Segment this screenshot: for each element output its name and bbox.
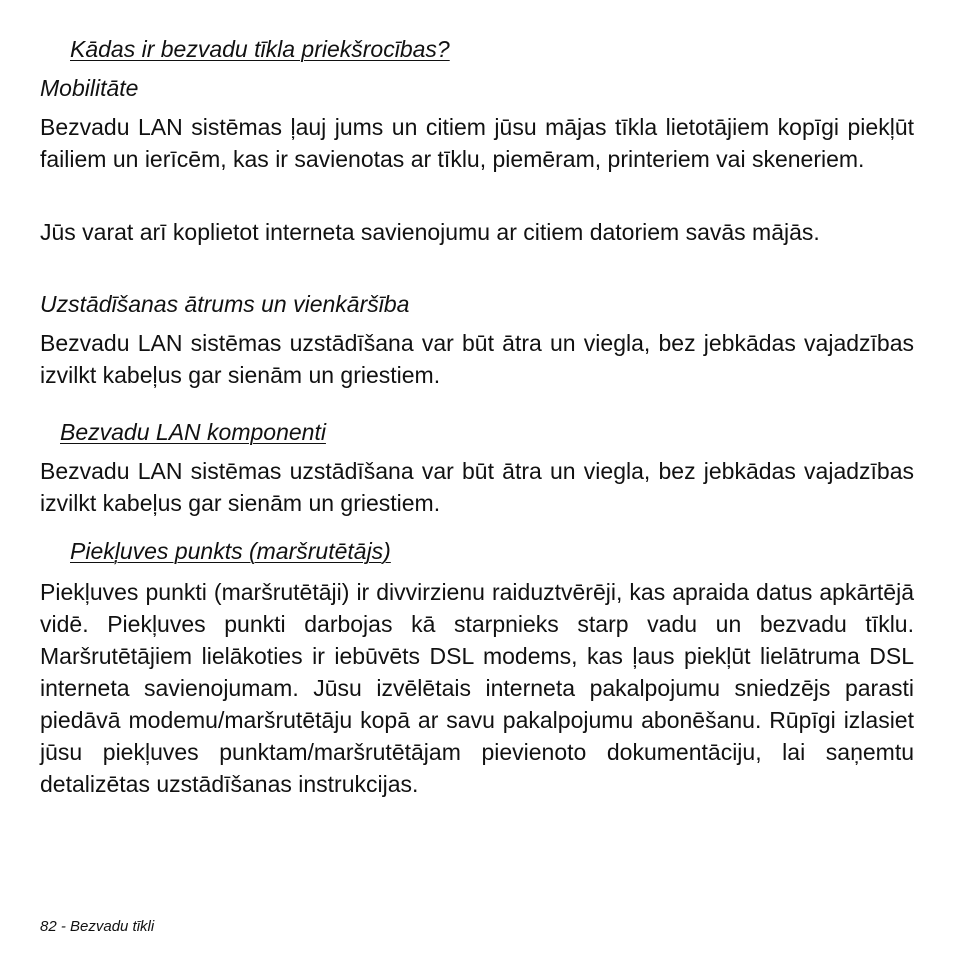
subheading-installation-speed: Uzstādīšanas ātrums un vienkāršība xyxy=(40,291,410,317)
section-title-access-point: Piekļuves punkts (maršrutētājs) xyxy=(70,538,391,564)
paragraph-mobility-2: Jūs varat arī koplietot interneta savienojumu ar citiem datoriem savās mājās. xyxy=(40,219,820,245)
paragraph-mobility-1: Bezvadu LAN sistēmas ļauj jums un citiem jūsu mājas tīkla lietotājiem kopīgi piekļūt failiem un ierīcēm, kas ir savienotas ar tīklu, piemēram, printeriem vai skeneriem. xyxy=(40,114,914,172)
section-title-advantages: Kādas ir bezvadu tīkla priekšrocības? xyxy=(70,36,450,62)
section-title-lan-components: Bezvadu LAN komponenti xyxy=(60,419,326,445)
page-footer: 82 - Bezvadu tīkli xyxy=(40,918,155,935)
paragraph-installation-speed: Bezvadu LAN sistēmas uzstādīšana var būt ātra un viegla, bez jebkādas vajadzības izvilkt kabeļus gar sienām un griestiem. xyxy=(40,330,914,388)
paragraph-lan-components: Bezvadu LAN sistēmas uzstādīšana var būt ātra un viegla, bez jebkādas vajadzības izvilkt kabeļus gar sienām un griestiem. xyxy=(40,458,914,516)
paragraph-access-point: Piekļuves punkti (maršrutētāji) ir divvirzienu raiduztvērēji, kas apraida datus apkārtējā vidē. Piekļuves punkti darbojas kā starpnieks starp vadu un bezvadu tīklu. Maršrutētājiem lielākoties ir iebūvēts DSL modems, kas ļaus piekļūt lielātruma DSL interneta savienojumam. Jūsu izvēlētais interneta pakalpojumu sniedzējs parasti piedāvā modemu/maršrutētāju kopā ar savu pakalpojumu abonēšanu. Rūpīgi izlasiet jūsu piekļuves punktam/maršrutētājam pievienoto dokumentāciju, lai saņemtu detalizētas uzstādīšanas instrukcijas. xyxy=(40,579,914,797)
subheading-mobility: Mobilitāte xyxy=(40,75,139,101)
